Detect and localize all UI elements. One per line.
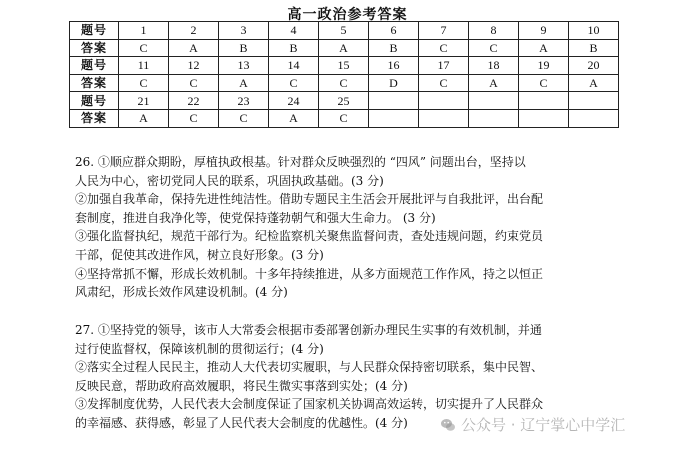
- answer-cell: A: [169, 39, 219, 57]
- question-number: 18: [469, 57, 519, 75]
- answer-cell: [419, 109, 469, 127]
- answer-cell: C: [169, 74, 219, 92]
- question-number: [469, 92, 519, 110]
- answer-cell: C: [419, 74, 469, 92]
- answer-cell: B: [369, 39, 419, 57]
- answer-cell: [469, 109, 519, 127]
- answer-line: 人民为中心，密切党同人民的联系，巩固执政基础。(3 分): [75, 173, 384, 188]
- answer-cell: B: [569, 39, 619, 57]
- answer-cell: C: [519, 74, 569, 92]
- answer-line: 的幸福感、获得感，彰显了人民代表大会制度的优越性。(4 分): [75, 415, 408, 430]
- answer-cell: C: [119, 39, 169, 57]
- answer-cell: C: [269, 74, 319, 92]
- question-number: 21: [119, 92, 169, 110]
- answer-line: ④坚持常抓不懈，形成长效机制。十多年持续推进，从多方面规范工作作风，持之以恒正: [75, 266, 544, 281]
- question-number: 20: [569, 57, 619, 75]
- answer-label: 答案: [70, 109, 119, 127]
- question-number: 10: [569, 22, 619, 40]
- answer-cell: C: [219, 109, 269, 127]
- answer-cell: C: [469, 39, 519, 57]
- answer-line: 26. ①顺应群众期盼，厚植执政根基。针对群众反映强烈的 “四风” 问题出台，坚持以: [75, 155, 526, 169]
- table-row: [70, 22, 619, 40]
- question-number: 15: [319, 57, 369, 75]
- wechat-icon: [440, 417, 456, 433]
- question-number: 23: [219, 92, 269, 110]
- question-number: [569, 92, 619, 110]
- answer-line: ②加强自我革命，保持先进性纯洁性。借助专题民主生活会开展批评与自我批评，出台配: [75, 192, 544, 207]
- table-row: [70, 92, 619, 110]
- question-label: 题号: [70, 57, 119, 75]
- question-number: 4: [269, 22, 319, 40]
- question-number: 17: [419, 57, 469, 75]
- answer-line: 干部，促使其改进作风，树立良好形象。(3 分): [75, 247, 324, 262]
- answer-line: 27. ①坚持党的领导，该市人大常委会根据市委部署创新办理民生实事的有效机制，并通: [75, 323, 542, 337]
- answer-cell: B: [269, 39, 319, 57]
- question-number: 5: [319, 22, 369, 40]
- question-number: 6: [369, 22, 419, 40]
- question-number: 24: [269, 92, 319, 110]
- answer-cell: B: [219, 39, 269, 57]
- question-number: 14: [269, 57, 319, 75]
- question-number: 13: [219, 57, 269, 75]
- question-number: 1: [119, 22, 169, 40]
- answer-cell: [369, 109, 419, 127]
- answer-line: 反映民意，帮助政府高效履职，将民生微实事落到实处；(4 分): [75, 378, 408, 393]
- question-number: [369, 92, 419, 110]
- table-row: [70, 109, 619, 127]
- question-number: 22: [169, 92, 219, 110]
- question-number: [519, 92, 569, 110]
- answer-cell: A: [469, 74, 519, 92]
- answer-label: 答案: [70, 39, 119, 57]
- question-number: 25: [319, 92, 369, 110]
- answer-line: 套制度，推进自我净化等，使党保持蓬勃朝气和强大生命力。 (3 分): [75, 210, 436, 225]
- question-label: 题号: [70, 92, 119, 110]
- question-number: [419, 92, 469, 110]
- table-row: [70, 39, 619, 57]
- answer-cell: A: [319, 39, 369, 57]
- question-number: 7: [419, 22, 469, 40]
- answer-line: ②落实全过程人民民主，推动人大代表切实履职，与人民群众保持密切联系，集中民智、: [75, 360, 544, 375]
- answer-line: ③强化监督执纪，规范干部行为。纪检监察机关聚焦监督问责，查处违规问题，约束党员: [75, 229, 544, 244]
- answer-cell: [569, 109, 619, 127]
- answer-cell: A: [519, 39, 569, 57]
- question-26-answer: [75, 153, 675, 302]
- answer-cell: C: [119, 74, 169, 92]
- question-label: 题号: [70, 22, 119, 40]
- question-number: 12: [169, 57, 219, 75]
- answer-cell: C: [169, 109, 219, 127]
- table-row: [70, 74, 619, 92]
- answer-table: [69, 21, 619, 128]
- answer-cell: D: [369, 74, 419, 92]
- question-number: 11: [119, 57, 169, 75]
- answer-cell: A: [219, 74, 269, 92]
- question-number: 2: [169, 22, 219, 40]
- answer-cell: A: [119, 109, 169, 127]
- watermark-text: 公众号 · 辽宁掌心中学汇: [461, 416, 626, 434]
- answer-label: 答案: [70, 74, 119, 92]
- question-number: 9: [519, 22, 569, 40]
- answer-cell: C: [319, 74, 369, 92]
- answer-line: 过行使监督权，保障该机制的贯彻运行；(4 分): [75, 341, 324, 356]
- question-number: 19: [519, 57, 569, 75]
- answer-line: 风肃纪，形成长效作风建设机制。(4 分): [75, 285, 288, 300]
- answer-cell: A: [269, 109, 319, 127]
- answer-line: ③发挥制度优势，人民代表大会制度保证了国家机关协调高效运转，切实提升了人民群众: [75, 397, 544, 412]
- answer-cell: [519, 109, 569, 127]
- table-row: [70, 57, 619, 75]
- question-number: 8: [469, 22, 519, 40]
- answer-cell: A: [569, 74, 619, 92]
- question-number: 16: [369, 57, 419, 75]
- question-number: 3: [219, 22, 269, 40]
- watermark: [440, 414, 625, 435]
- page-title: 高一政治参考答案: [287, 7, 408, 23]
- answer-cell: C: [419, 39, 469, 57]
- answer-cell: C: [319, 109, 369, 127]
